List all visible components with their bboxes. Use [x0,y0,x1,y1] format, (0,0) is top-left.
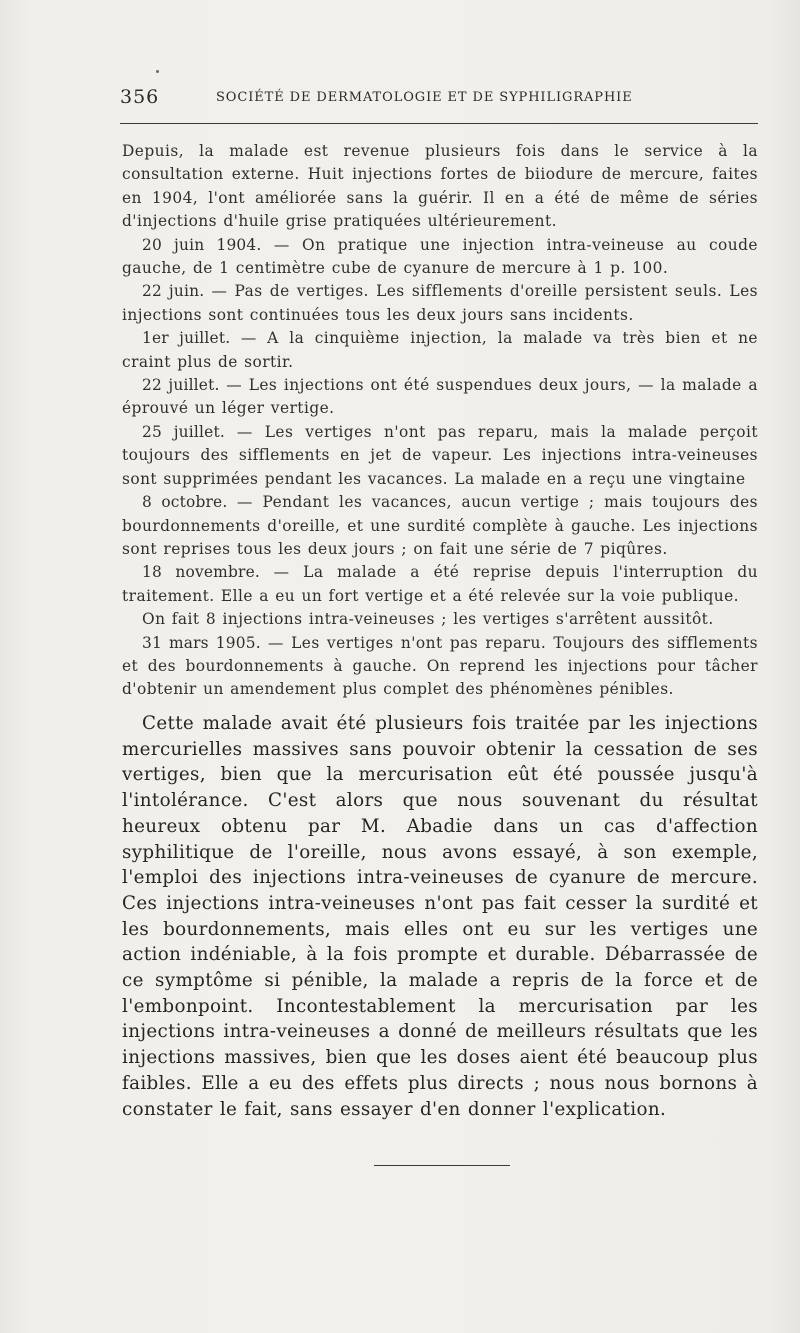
case-note-paragraph [122,140,758,234]
case-note-text: — On pratique une injection intra-veineuse au coude gauche, de 1 centimètre cube de cyanure de mercure à 1 p. 100. [122,235,758,278]
conclusion [122,711,758,1122]
page-header [120,86,758,110]
case-note-paragraph [122,608,758,631]
case-note-date: 25 juillet. [142,422,225,441]
end-rule [374,1165,510,1166]
case-note-text: — Pas de vertiges. Les sifflements d'oreille persistent seuls. Les injections sont continuées tous les deux jours sans incidents. [122,282,758,324]
ink-speck [156,70,159,73]
running-title: SOCIÉTÉ DE DERMATOLOGIE ET DE SYPHILIGRAPHIE [216,90,633,105]
case-note-date: 22 juillet. [142,376,220,395]
case-note-date: 22 juin. [142,282,205,301]
case-note-text: — Les vertiges n'ont pas reparu. Toujours des sifflements et des bourdonnements à gauche. On reprend les injections pour tâcher d'obtenir un amendement plus complet des phénomènes pénibles. [122,633,758,699]
case-note-text: On fait 8 injections intra-veineuses ; les vertiges s'arrêtent aussitôt. [142,610,714,629]
case-note-date: 31 mars 1905. [142,633,261,652]
case-note-paragraph [122,491,758,561]
case-note-paragraph [122,632,758,702]
case-note-paragraph [122,561,758,608]
case-note-paragraph [122,421,758,491]
case-note-date: 8 octobre. [142,493,228,512]
case-note-paragraph [122,280,758,327]
case-note-text: — La malade a été reprise depuis l'interruption du traitement. Elle a eu un fort vertige et a été relevée sur la voie publique. [122,563,758,605]
case-note-text: — Les vertiges n'ont pas reparu, mais la malade perçoit toujours des sifflements en jet de vapeur. Les injections intra-veineuses sont supprimées pendant les vacances. La malade en a reçu une vingtaine [122,422,758,488]
case-note-text: — Pendant les vacances, aucun vertige ; mais toujours des bourdonnements d'oreille, et une surdité complète à gauche. Les injections sont reprises tous les deux jours ; on fait une série de 7 piqûres. [122,493,758,558]
case-note-paragraph [122,234,758,281]
case-note-text: Depuis, la malade est revenue plusieurs fois dans le service à la consultation externe. Huit injections fortes de biiodure de mercure, faites en 1904, l'ont améliorée sans la guérir. Il en a été de même de séries d'injections d'huile grise pratiquées ultérieurement. [122,142,758,231]
case-note-text: — Les injections ont été suspendues deux jours, — la malade a éprouvé un léger vertige. [122,376,758,418]
case-note-date: 18 novembre. [142,563,260,582]
case-notes [122,140,758,702]
case-note-text: — A la cinquième injection, la malade va très bien et ne craint plus de sortir. [122,329,758,371]
case-note-paragraph [122,327,758,374]
header-rule [120,123,758,124]
case-note-date: 20 juin 1904. [142,235,262,254]
case-note-date: 1er juillet. [142,329,231,348]
conclusion-paragraph: Cette malade avait été plusieurs fois traitée par les injections mercurielles massives sans pouvoir obtenir la cessation de ses vertiges, bien que la mercurisation eût été poussée jusqu'à l'intolérance. C'est alors que nous souvenant du résultat heureux obtenu par M. Abadie dans un cas d'affection syphilitique de l'oreille, nous avons essayé, à son exemple, l'emploi des injections intra-veineuses de cyanure de mercure. Ces injections intra-veineuses n'ont pas fait cesser la surdité et les bourdonnements, mais elles ont eu sur les vertiges une action indéniable, à la fois prompte et durable. Débarrassée de ce symptôme si pénible, la malade a repris de la force et de l'embonpoint. Incontestablement la mercurisation par les injections intra-veineuses a donné de meilleurs résultats que les injections massives, bien que les doses aient été beaucoup plus faibles. Elle a eu des effets plus directs ; nous nous bornons à constater le fait, sans essayer d'en donner l'explication. [122,713,758,1120]
case-note-paragraph [122,374,758,421]
page-number: 356 [120,86,160,108]
